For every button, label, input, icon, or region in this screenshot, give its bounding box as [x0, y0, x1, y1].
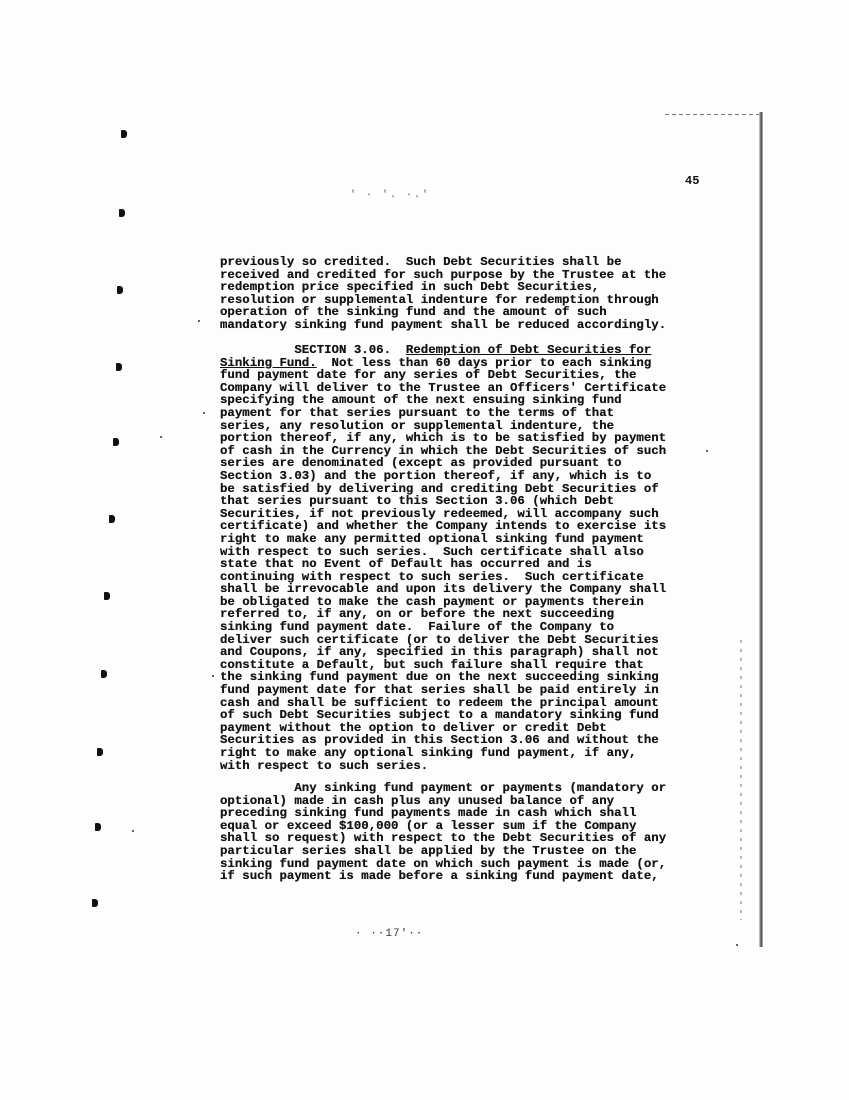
- text-line: sinking fund payment date. Failure of the Company to: [220, 620, 615, 635]
- scan-smudge: ' · '. ·.': [350, 190, 431, 201]
- text-line: fund payment date for that series shall be paid entirely in: [220, 683, 659, 698]
- text-line: constitute a Default, but such failure shall require that: [220, 657, 644, 672]
- text-line: if such payment is made before a sinking fund payment date,: [220, 869, 659, 884]
- section-label: SECTION 3.06.: [294, 343, 392, 357]
- text-line: shall be irrevocable and upon its delivery the Company shall: [220, 582, 667, 597]
- text-line: fund payment date for any series of Debt Securities, the: [220, 368, 637, 383]
- section-heading: Redemption of Debt Securities for: [405, 343, 652, 357]
- text-line: series, any resolution or supplemental indenture, the: [220, 418, 615, 433]
- text-line: portion thereof, if any, which is to be satisfied by payment: [220, 431, 667, 446]
- punch-hole-mark: [95, 823, 101, 831]
- text-line: preceding sinking fund payments made in cash which shall: [220, 806, 637, 821]
- punch-hole-mark: [116, 363, 122, 371]
- punch-hole-mark: [121, 130, 127, 138]
- page-number: 45: [685, 174, 700, 188]
- text-line: Securities as provided in this Section 3.06 and without the: [220, 733, 659, 748]
- punch-hole-mark: [117, 286, 123, 294]
- text-line: optional) made in cash plus any unused balance of any: [220, 793, 615, 808]
- text-line: sinking fund payment date on which such payment is made (or,: [220, 856, 667, 871]
- text-line: Company will deliver to the Trustee an Officers' Certificate: [220, 380, 667, 395]
- text-line: of such Debt Securities subject to a mandatory sinking fund: [220, 708, 659, 723]
- scan-speck: [132, 830, 134, 832]
- text-line: be obligated to make the cash payment or payments therein: [220, 594, 644, 609]
- punch-hole-mark: [92, 899, 98, 907]
- scan-speck: [212, 675, 214, 677]
- scan-edge-right: [759, 112, 763, 947]
- text-line: cash and shall be sufficient to redeem the principal amount: [220, 695, 659, 710]
- text-line: right to make any optional sinking fund payment, if any,: [220, 746, 637, 760]
- text-line: particular series shall be applied by the Trustee on the: [220, 843, 637, 858]
- text-line: right to make any permitted optional sinking fund payment: [220, 531, 644, 546]
- text-line: that series pursuant to this Section 3.06 (which Debt: [220, 494, 615, 509]
- text-line: received and credited for such purpose by the Trustee at the: [220, 267, 667, 282]
- punch-hole-mark: [113, 438, 119, 446]
- scan-speck: [736, 944, 738, 946]
- punch-hole-mark: [101, 670, 107, 678]
- text-line: of cash in the Currency in which the Debt Securities of such: [220, 443, 667, 458]
- text-line: Any sinking fund payment or payments (mandatory or: [220, 781, 667, 795]
- text-line: Securities, if not previously redeemed, will accompany such: [220, 506, 659, 521]
- text-line: referred to, if any, on or before the next succeeding: [220, 607, 615, 622]
- text-line: equal or exceed $100,000 (or a lesser sum if the Company: [220, 818, 637, 833]
- text-line: payment for that series pursuant to the terms of that: [220, 405, 615, 420]
- scan-speck: [203, 412, 205, 414]
- text-line: resolution or supplemental indenture for redemption through: [220, 292, 659, 307]
- text-line: deliver such certificate (or to deliver the Debt Securities: [220, 632, 659, 647]
- punch-hole-mark: [97, 748, 103, 756]
- scan-smudge: · ··17'··: [355, 928, 424, 940]
- text-line: Section 3.03) and the portion thereof, if any, which is to: [220, 468, 652, 483]
- punch-hole-mark: [119, 209, 125, 217]
- punch-hole-mark: [104, 592, 110, 600]
- scan-speck: [706, 450, 708, 452]
- text-line: the sinking fund payment due on the next succeeding sinking: [220, 670, 659, 685]
- text-line: be satisfied by delivering and crediting Debt Securities of: [220, 481, 659, 496]
- text-line: state that no Event of Default has occurred and is: [220, 557, 592, 572]
- scan-edge-top: [665, 114, 760, 115]
- scan-edge-noise: [740, 640, 742, 920]
- text-line: mandatory sinking fund payment shall be reduced accordingly.: [220, 317, 667, 332]
- text-line: payment without the option to deliver or credit Debt: [220, 720, 607, 735]
- section-heading: Sinking Fund.: [220, 355, 317, 370]
- text-line: specifying the amount of the next ensuing sinking fund: [220, 393, 622, 408]
- section-3-06-paragraph: [220, 344, 700, 772]
- text-line: Not less than 60 days prior to each sinking: [316, 355, 652, 370]
- text-line: operation of the sinking fund and the amount of such: [220, 305, 607, 320]
- scan-speck: [198, 320, 200, 322]
- text-line: certificate) and whether the Company intends to exercise its: [220, 519, 667, 534]
- text-line: previously so credited. Such Debt Securities shall be: [220, 255, 622, 269]
- text-line: with respect to such series.: [220, 758, 429, 773]
- text-line: shall so request) with respect to the Debt Securities of any: [220, 831, 667, 846]
- text-line: with respect to such series. Such certificate shall also: [220, 544, 644, 559]
- text-line: series are denominated (except as provided pursuant to: [220, 456, 622, 471]
- sinking-fund-paragraph: [220, 782, 700, 883]
- scan-speck: [160, 436, 162, 438]
- text-line: and Coupons, if any, specified in this paragraph) shall not: [220, 645, 659, 660]
- punch-hole-mark: [109, 515, 115, 523]
- paragraph-continued: [220, 256, 700, 332]
- text-line: redemption price specified in such Debt Securities,: [220, 280, 600, 295]
- text-line: continuing with respect to such series. Such certificate: [220, 569, 644, 584]
